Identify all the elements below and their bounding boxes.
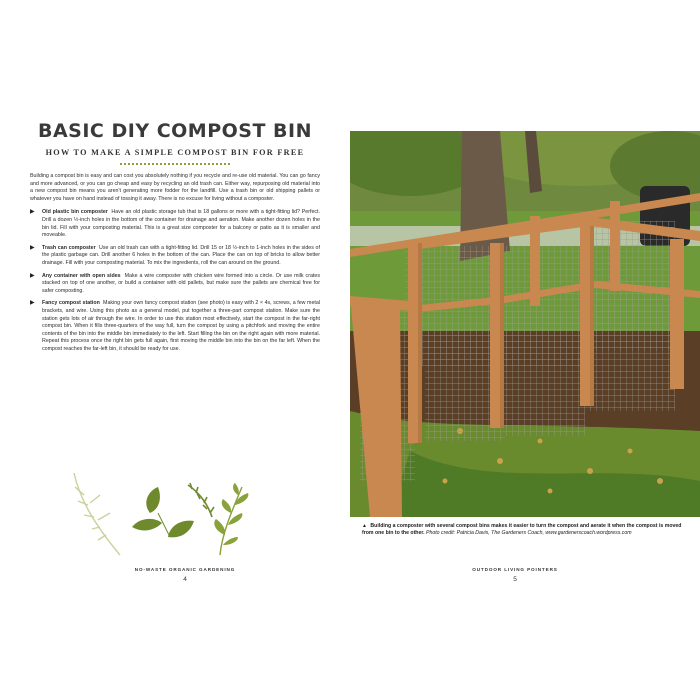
list-item <box>30 273 320 296</box>
footer-title: OUTDOOR LIVING POINTERS <box>472 567 558 572</box>
left-page-footer <box>130 567 240 583</box>
bullet-heading: Trash can composter <box>42 244 96 251</box>
list-item <box>30 245 320 268</box>
list-item <box>30 300 320 353</box>
bullet-heading: Fancy compost station <box>42 300 100 307</box>
caption-credit: Photo credit: Patricia Davis, The Gardeners Coach, www.gardenerscoach.wordpress.com <box>426 530 632 536</box>
page-subtitle: HOW TO MAKE A SIMPLE COMPOST BIN FOR FREE <box>45 148 305 157</box>
bullet-list <box>30 209 320 353</box>
branch-right <box>214 483 248 555</box>
bullet-arrow-icon: ▶ <box>30 300 35 307</box>
bullet-text: Make a wire composter with chicken wire formed into a circle. Or use milk crates stacked on top of one another, or build a container with old pallets, but make sure the pallets are chemical free for safer composting. <box>42 272 320 294</box>
bullet-heading: Old plastic bin composter <box>42 209 108 216</box>
caption-triangle-icon: ▲ <box>362 523 367 529</box>
bullet-text: Have an old plastic storage tub that is 18 gallons or more with a tight-fitting lid? Perfect. Drill a dozen ½-inch holes in the bottom of the container for drainage and aeration. Make another dozen holes in the bin lid. Fill with your composting material. This is a great size composter for a balcony or patio as it is smaller and moveable. <box>42 209 320 239</box>
page-number: 4 <box>183 576 187 583</box>
dotted-divider <box>120 163 230 165</box>
footer-title: NO-WASTE ORGANIC GARDENING <box>134 567 236 572</box>
caption-main: Building a composter with several compost bins makes it easier to turn the compost and aerate it when the compost is moved from one bin to the other. <box>362 523 682 536</box>
fern-sprig <box>188 483 214 517</box>
page-title: BASIC DIY COMPOST BIN <box>37 120 312 142</box>
bullet-text: Making your own fancy compost station (see photo) is easy with 2 × 4s, screws, a few metal brackets, and wire. Using this photo as a general model, put together a three-part compost station. Make sure the station gets lots of air through the wire. In order to use this station most effectively, start the compost in the far-right compost bin. When it fills three-quarters of the way full, turn the compost by using a pitchfork and moving the entire contents of the bin into the middle bin immediately to the left. Start filling the bin on the right again with more material. Repeat this process once the right bin gets full again, first moving the middle bin into the bin on the far left. When the compost reaches the far-left bin, it should be ready for use. <box>42 300 321 352</box>
list-item <box>30 209 320 239</box>
intro-paragraph: Building a compost bin is easy and can cost you absolutely nothing if you recycle and re-use old material. You can go fancy and more advanced, or you can go cheap and easy by recycling an old trash can. Either way, repurposing old material into a new compost bin means you aren't generating more fodder for the landfill. Use a trash bin or old shipping pallets or whatever you have on hand instead of tossing it away. There is no excuse for living without a composter. <box>30 173 320 202</box>
bullet-heading: Any container with open sides <box>42 272 121 279</box>
solid-leaves <box>132 487 194 537</box>
bullet-text: Use an old trash can with a tight-fitting lid. Drill 15 or 18 ½-inch to 1-inch holes in the sides of the plastic garbage can. Drill another 6 holes in the bottom of the can. Place the can on top of bricks to allow better drainage. Fill with your composting material. To mix the ingredients, roll the can around on the ground. <box>42 244 320 266</box>
compost-bin-photo <box>350 131 700 517</box>
bullet-arrow-icon: ▶ <box>30 244 35 251</box>
left-page-text <box>30 120 320 358</box>
sprig-left <box>74 473 120 555</box>
leaf-illustration <box>70 465 270 560</box>
right-page-footer <box>460 567 570 583</box>
page-number: 5 <box>513 576 517 583</box>
bullet-arrow-icon: ▶ <box>30 209 35 216</box>
photo-caption <box>362 523 692 537</box>
bullet-arrow-icon: ▶ <box>30 272 35 279</box>
